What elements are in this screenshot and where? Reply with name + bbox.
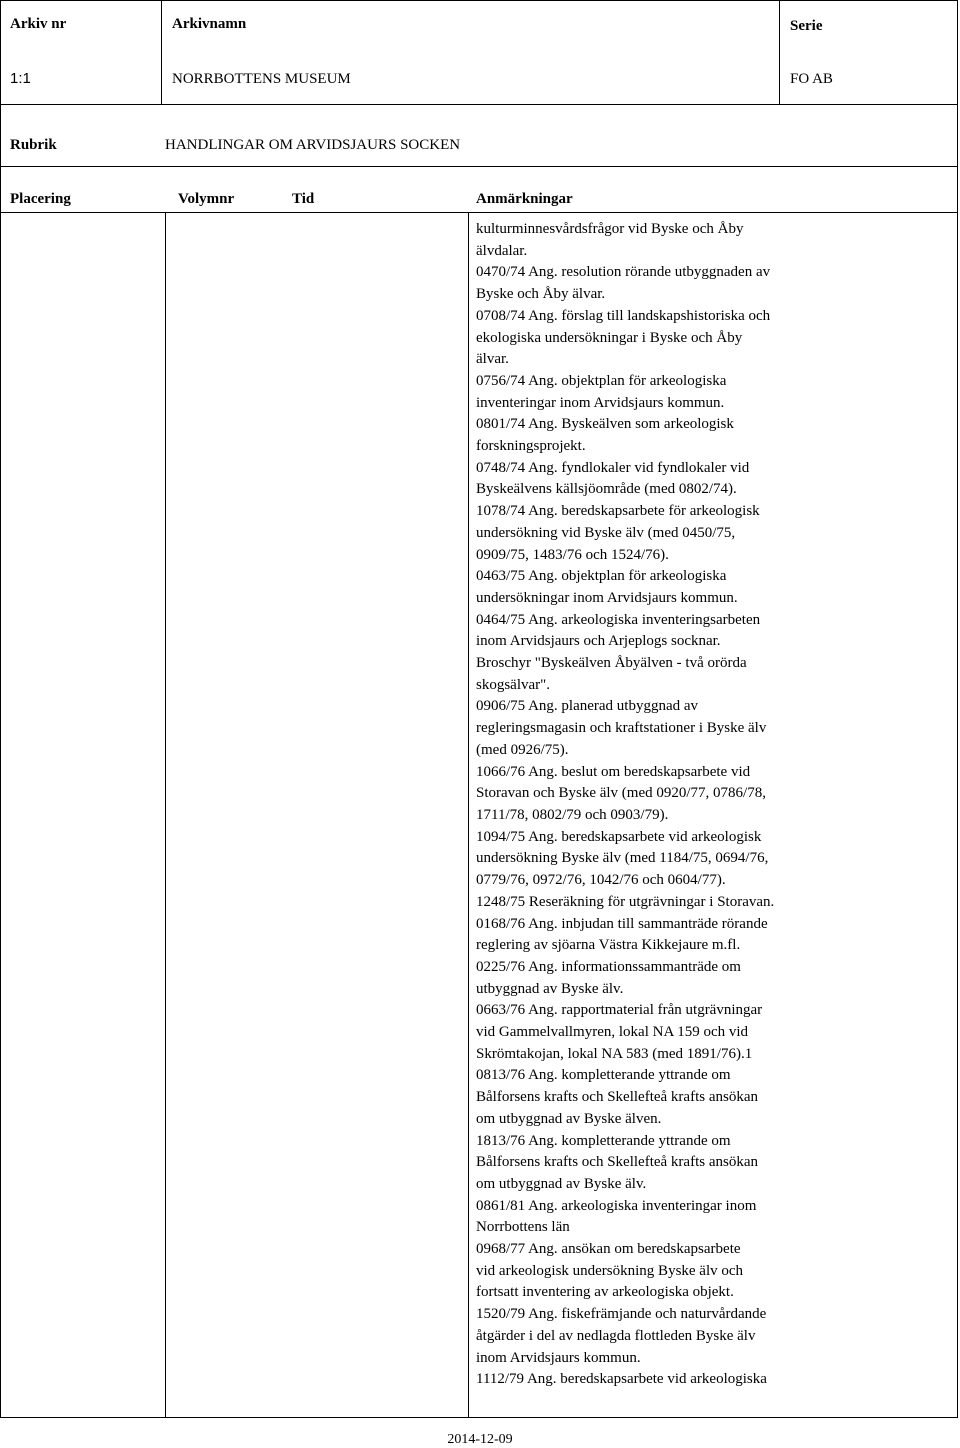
anmarkning-line: Bålforsens krafts och Skellefteå krafts ansökan	[476, 1154, 758, 1171]
anmarkning-line: Byskeälvens källsjöområde (med 0802/74).	[476, 481, 737, 498]
anmarkning-line: 0968/77 Ang. ansökan om beredskapsarbete	[476, 1241, 741, 1258]
anmarkning-line: (med 0926/75).	[476, 741, 569, 758]
anmarkning-line: älvdalar.	[476, 242, 528, 259]
body-col-divider-2	[468, 212, 469, 1418]
anmarkning-line: vid Gammelvallmyren, lokal NA 159 och vid	[476, 1024, 749, 1041]
anmarkning-line: vid arkeologisk undersökning Byske älv och	[476, 1262, 744, 1279]
anmarkning-line: åtgärder i del av nedlagda flottleden Byske älv	[476, 1327, 756, 1344]
anmarkning-line: Storavan och Byske älv (med 0920/77, 0786/78,	[476, 785, 766, 802]
anmarkning-line: 1094/75 Ang. beredskapsarbete vid arkeologisk	[476, 828, 762, 845]
anmarkning-line: 0779/76, 0972/76, 1042/76 och 0604/77).	[476, 872, 726, 889]
anmarkning-line: 0861/81 Ang. arkeologiska inventeringar inom	[476, 1197, 757, 1214]
columns-divider	[0, 212, 958, 213]
anmarkning-line: 0756/74 Ang. objektplan för arkeologiska	[476, 372, 727, 389]
header-col-divider-2	[779, 0, 780, 104]
column-header-tid: Tid	[292, 191, 315, 207]
header-col-divider-1	[161, 0, 162, 104]
anmarkning-line: utbyggnad av Byske älv.	[476, 980, 624, 997]
footer-date: 2014-12-09	[447, 1432, 513, 1447]
anmarkning-line: Broschyr "Byskeälven Åbyälven - två orörda	[476, 655, 747, 672]
anmarkning-line: 1711/78, 0802/79 och 0903/79).	[476, 806, 669, 823]
anmarkning-line: inom Arvidsjaurs och Arjeplogs socknar.	[476, 633, 721, 650]
anmarkning-line: 0225/76 Ang. informationssammanträde om	[476, 958, 741, 975]
anmarkning-line: 0168/76 Ang. inbjudan till sammanträde rörande	[476, 915, 768, 932]
anmarkning-line: 0909/75, 1483/76 och 1524/76).	[476, 546, 669, 563]
anmarkning-line: kulturminnesvårdsfrågor vid Byske och Åby	[476, 221, 744, 237]
anmarkning-line: Bålforsens krafts och Skellefteå krafts ansökan	[476, 1089, 758, 1106]
anmarkning-line: 0708/74 Ang. förslag till landskapshistoriska och	[476, 307, 771, 324]
anmarkning-line: 1520/79 Ang. fiskefrämjande och naturvårdande	[476, 1306, 767, 1323]
anmarkning-line: skogsälvar".	[476, 676, 551, 693]
rubrik-label: Rubrik	[10, 137, 57, 153]
anmarkning-line: 0801/74 Ang. Byskeälven som arkeologisk	[476, 416, 734, 433]
arkivnamn-value: NORRBOTTENS MUSEUM	[172, 71, 351, 87]
anmarkning-line: fortsatt inventering av arkeologiska objekt.	[476, 1284, 734, 1301]
anmarkning-line: 0470/74 Ang. resolution rörande utbyggnaden av	[476, 264, 771, 281]
serie-label: Serie	[790, 18, 823, 34]
rubrik-divider	[0, 166, 958, 167]
anmarkning-line: 0813/76 Ang. kompletterande yttrande om	[476, 1067, 731, 1084]
column-header-placering: Placering	[10, 191, 71, 207]
anmarkning-line: om utbyggnad av Byske älv.	[476, 1175, 647, 1192]
arkiv-nr-value: 1:1	[10, 70, 31, 87]
body-col-divider-1	[165, 212, 166, 1418]
anmarkning-line: 0463/75 Ang. objektplan för arkeologiska	[476, 568, 727, 585]
anmarkning-line: forskningsprojekt.	[476, 438, 586, 455]
anmarkning-line: 1248/75 Reseräkning för utgrävningar i Storavan.	[476, 893, 775, 910]
anmarkning-line: Norrbottens län	[476, 1219, 570, 1236]
arkivnamn-label: Arkivnamn	[172, 16, 247, 32]
anmarkning-line: 1066/76 Ang. beslut om beredskapsarbete vid	[476, 763, 751, 780]
anmarkning-line: reglering av sjöarna Västra Kikkejaure m.fl.	[476, 937, 741, 954]
anmarkning-line: regleringsmagasin och kraftstationer i Byske älv	[476, 720, 767, 737]
anmarkning-line: Skrömtakojan, lokal NA 583 (med 1891/76).1	[476, 1045, 753, 1062]
anmarkningar-list	[476, 219, 774, 1391]
anmarkning-line: 1078/74 Ang. beredskapsarbete för arkeologisk	[476, 503, 760, 520]
serie-value: FO AB	[790, 71, 833, 87]
header-divider-top	[0, 104, 958, 105]
column-header-anmarkningar: Anmärkningar	[476, 191, 573, 207]
arkiv-nr-label: Arkiv nr	[10, 16, 67, 32]
anmarkning-line: om utbyggnad av Byske älven.	[476, 1110, 662, 1127]
anmarkning-line: undersökning vid Byske älv (med 0450/75,	[476, 524, 736, 541]
anmarkning-line: ekologiska undersökningar i Byske och Åby	[476, 329, 743, 346]
anmarkning-line: inventeringar inom Arvidsjaurs kommun.	[476, 394, 725, 411]
anmarkning-line: älvar.	[476, 351, 509, 368]
anmarkning-line: 1813/76 Ang. kompletterande yttrande om	[476, 1132, 731, 1149]
anmarkning-line: Byske och Åby älvar.	[476, 286, 606, 303]
anmarkning-line: 1112/79 Ang. beredskapsarbete vid arkeologiska	[476, 1371, 767, 1388]
rubrik-value: HANDLINGAR OM ARVIDSJAURS SOCKEN	[165, 137, 461, 153]
column-header-volymnr: Volymnr	[178, 191, 235, 207]
anmarkning-line: inom Arvidsjaurs kommun.	[476, 1349, 641, 1366]
anmarkning-line: 0464/75 Ang. arkeologiska inventeringsarbeten	[476, 611, 761, 628]
anmarkning-line: undersökningar inom Arvidsjaurs kommun.	[476, 589, 738, 606]
anmarkning-line: 0748/74 Ang. fyndlokaler vid fyndlokaler vid	[476, 459, 750, 476]
anmarkning-line: 0663/76 Ang. rapportmaterial från utgrävningar	[476, 1002, 763, 1019]
anmarkning-line: undersökning Byske älv (med 1184/75, 0694/76,	[476, 850, 769, 867]
anmarkning-line: 0906/75 Ang. planerad utbyggnad av	[476, 698, 699, 715]
